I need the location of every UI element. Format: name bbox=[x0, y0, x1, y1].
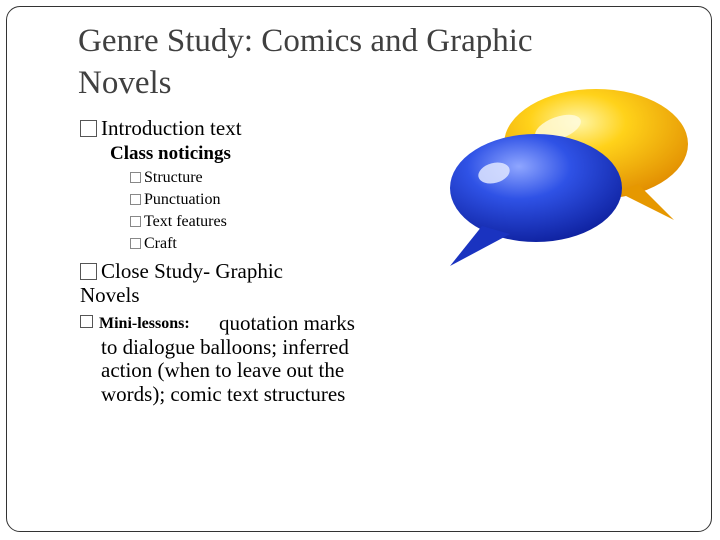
checkbox-bullet-icon bbox=[130, 238, 141, 249]
minilessons-text: quotation marks to dialogue balloons; inferred action (when to leave out the words); comic text structures bbox=[101, 311, 355, 406]
blue-bubble bbox=[450, 134, 622, 266]
noticing-label: Text features bbox=[144, 213, 227, 230]
checkbox-bullet-icon bbox=[80, 263, 97, 280]
intro-label: Introduction text bbox=[101, 116, 242, 140]
speech-bubbles-icon bbox=[448, 88, 700, 268]
noticing-item bbox=[130, 233, 177, 255]
noticing-item bbox=[130, 167, 203, 189]
noticing-label: Punctuation bbox=[144, 191, 221, 208]
checkbox-bullet-icon bbox=[130, 216, 141, 227]
noticing-item bbox=[130, 211, 227, 233]
checkbox-bullet-icon bbox=[130, 172, 141, 183]
bullet-minilessons bbox=[80, 310, 360, 406]
slide-title: Genre Study: Comics and Graphic Novels bbox=[78, 23, 533, 101]
checkbox-bullet-icon bbox=[80, 120, 97, 137]
checkbox-bullet-icon bbox=[130, 194, 141, 205]
bullet-close-study bbox=[80, 259, 340, 307]
noticing-item bbox=[130, 189, 220, 211]
bullet-introduction bbox=[80, 116, 242, 140]
noticing-label: Structure bbox=[144, 169, 203, 186]
noticings-heading: Class noticings bbox=[110, 143, 231, 164]
close-study-label: Close Study- Graphic Novels bbox=[80, 259, 283, 307]
checkbox-bullet-icon bbox=[80, 315, 93, 328]
noticing-label: Craft bbox=[144, 235, 177, 252]
minilessons-label: Mini-lessons: bbox=[99, 315, 190, 332]
